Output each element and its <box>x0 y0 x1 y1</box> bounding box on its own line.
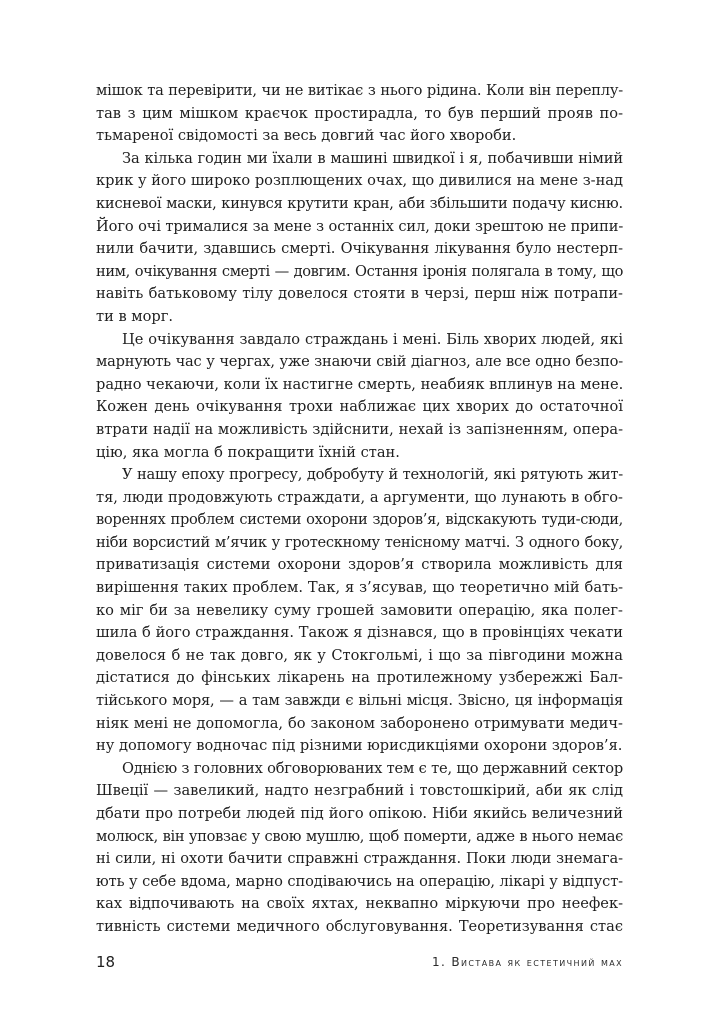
text-line: ти в морг. <box>96 307 174 325</box>
text-line: вирішення таких проблем. Так, я з’ясував, що теоретично мій бать- <box>96 579 623 597</box>
text-line: ніяк мені не допомогла, бо законом заборонено отримувати медич- <box>96 714 623 732</box>
text-line: кисневої маски, кинувся крутити кран, аби збільшити подачу кисню. <box>96 194 623 212</box>
text-line: радно чекаючи, коли їх настигне смерть, неабияк вплинув на мене. <box>96 375 624 393</box>
text-line: мішок та перевірити, чи не витікає з нього рідина. Коли він переплу- <box>96 82 623 99</box>
text-line: тав з цим мішком краєчок простирадла, то був перший прояв по- <box>96 104 623 122</box>
text-line: шила б його страждання. Також я дізнався, що в провінціях чекати <box>96 624 623 642</box>
text-line: дістатися до фінських лікарень на протилежному узбережжі Бал- <box>96 669 623 687</box>
text-line: навіть батьковому тілу довелося стояти в черзі, перш ніж потрапи- <box>96 285 623 303</box>
text-line: Його очі трималися за мене з останніх сил, доки зрештою не припи- <box>96 217 624 235</box>
text-line: ко міг би за невелику суму грошей замовити операцію, яка полег- <box>96 601 623 619</box>
text-line: ним, очікування смерті — довгим. Остання іронія полягала в тому, що <box>96 262 623 280</box>
text-line: вореннях проблем системи охорони здоров’я, відскакують туди-сюди, <box>96 511 623 529</box>
text-line: молюск, він уповзає у свою мушлю, щоб померти, адже в нього немає <box>96 827 623 845</box>
text-line: дбати про потреби людей під його опікою. Ніби якийсь величезний <box>96 805 623 822</box>
text-line: ні сили, ні охоти бачити справжні страждання. Поки люди знемага- <box>96 850 623 868</box>
text-line: ють у себе вдома, марно сподіваючись на операцію, лікарі у відпуст- <box>96 872 623 890</box>
text-line: Кожен день очікування трохи наближає цих хворих до остаточної <box>96 398 623 416</box>
text-line: Швеції — завеликий, надто незграбний і товстошкірий, аби як слід <box>96 782 623 800</box>
paragraph-start: У нашу епоху прогресу, добробуту й технологій, які рятують жит- <box>122 466 623 484</box>
paragraph-start: Однією з головних обговорюваних тем є те, що державний сектор <box>122 759 623 777</box>
text-line: тя, люди продовжують страждати, а аргументи, що лунають в обго- <box>96 488 623 506</box>
text-line: приватизація системи охорони здоров’я створила можливість для <box>96 556 623 574</box>
text-line: цію, яка могла б покращити їхній стан. <box>96 443 400 461</box>
text-line: тьмареної свідомості за весь довгий час його хвороби. <box>96 127 517 145</box>
page-number: 18 <box>96 953 116 971</box>
page-footer <box>96 950 623 974</box>
text-line: втрати надії на можливість здійснити, нехай із запізненням, опера- <box>96 420 623 438</box>
text-line: крик у його широко розплющених очах, що дивилися на мене з-над <box>96 172 623 190</box>
running-head: 1. Вистава як естетичний мах <box>431 955 623 969</box>
body-text <box>96 80 623 939</box>
text-line: тивність системи медичного обслуговування. Теоретизування стає <box>96 917 623 935</box>
paragraph-start: Це очікування завдало страждань і мені. Біль хворих людей, які <box>122 330 623 348</box>
paragraph-start: За кілька годин ми їхали в машині швидкої і я, побачивши німий <box>122 149 623 167</box>
text-line: тійського моря, — а там завжди є вільні місця. Звісно, ця інформація <box>96 692 623 710</box>
text-line: довелося б не так довго, як у Стокгольмі, і що за півгодини можна <box>96 646 623 664</box>
text-line: марнують час у чергах, уже знаючи свій діагноз, але все одно безпо- <box>96 353 623 371</box>
text-line: ніби ворсистий м’ячик у гротескному тенісному матчі. З одного боку, <box>96 533 623 551</box>
text-line: нили бачити, здавшись смерті. Очікування лікування було нестерп- <box>96 240 623 258</box>
text-line: ну допомогу водночас під різними юрисдикціями охорони здоров’я. <box>96 737 623 755</box>
text-line: ках відпочивають на своїх яхтах, неквапно міркуючи про неефек- <box>96 895 623 913</box>
